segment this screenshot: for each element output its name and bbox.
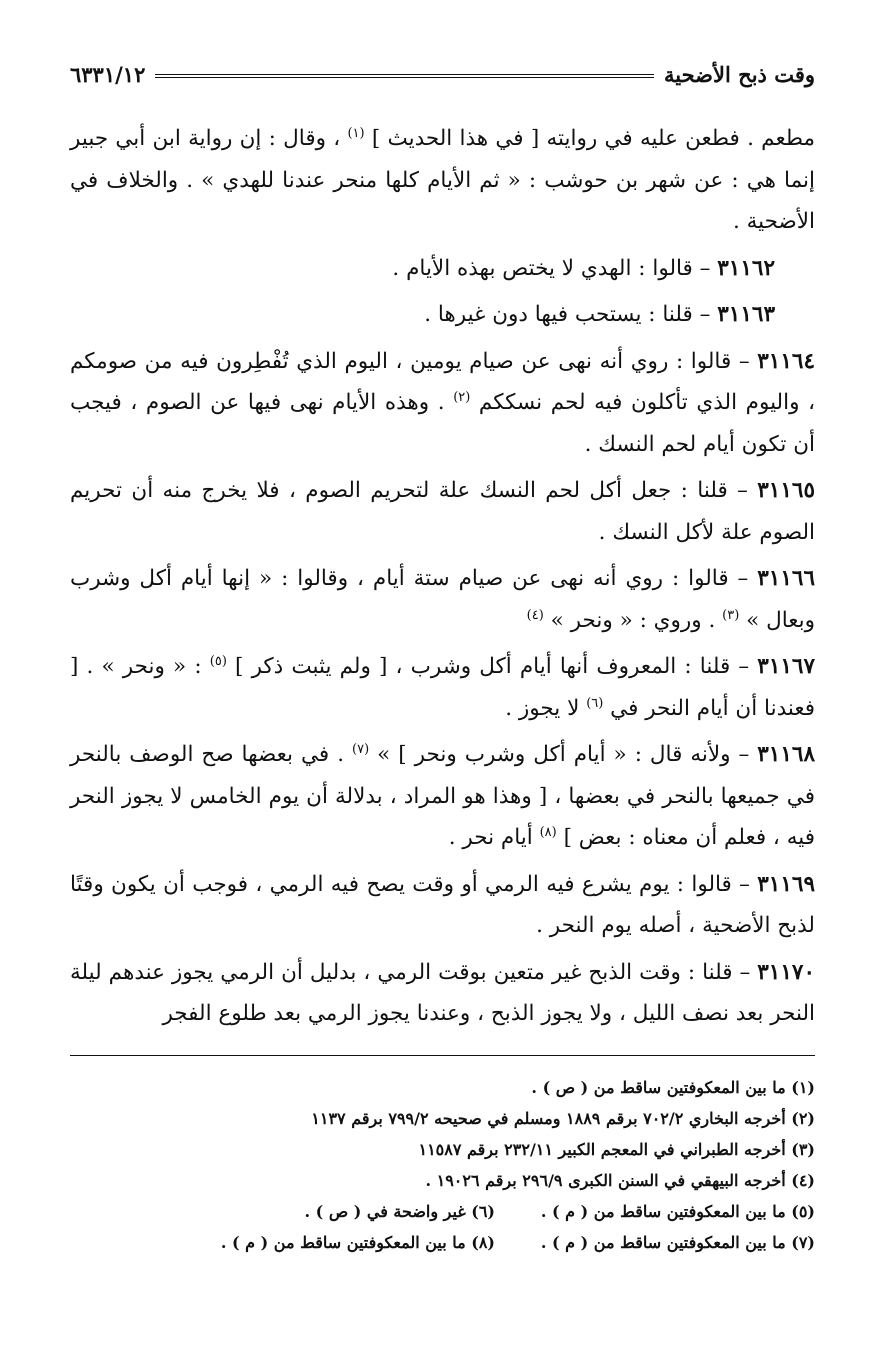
page-header (70, 56, 815, 92)
paragraph-text: مطعم . فطعن عليه في روايته [ في هذا الحديث ] (364, 126, 816, 151)
issue-number: ٣١١٧٠ (757, 959, 815, 985)
paragraph-text: ، وقال : إن رواية ابن أبي جبير إنما هي : عن شهر بن حوشب : « ثم الأيام كلها منحر عندنا للهدي » . والخلاف في الأضحية . (70, 126, 815, 234)
paragraph-text: – قالوا : الهدي لا يختص بهذه الأيام . (392, 255, 718, 281)
paragraph-text: – قالوا : روي أنه نهى عن صيام يومين ، اليوم الذي تُفْطِرون فيه من صومكم ، واليوم الذي تأكلون فيه لحم نسككم (70, 348, 816, 415)
footnote-ref: (٨) (539, 824, 557, 840)
footnote-separator (70, 1055, 815, 1056)
footnote: (٥) ما بين المعكوفتين ساقط من ( م ) . (540, 1201, 815, 1221)
footnote-ref: (٧) (352, 741, 370, 757)
main-text (70, 118, 815, 1035)
footnote: (٢) أخرجه البخاري ٧٠٢/٢ برقم ١٨٨٩ ومسلم في صحيحه ٧٩٩/٢ برقم ١١٣٧ (311, 1108, 815, 1128)
paragraph-text: . في بعضها صح الوصف بالنحر في جميعها بالنحر في بعضها ، [ وهذا هو المراد ، بدلالة أن يوم الخامس لا يجوز النحر فيه ، فعلم أن معناه : بعض ] (70, 742, 815, 850)
page-number: ٦٣٣١/١٢ (70, 61, 146, 87)
footnote-ref: (٥) (209, 653, 227, 669)
footnote-ref: (٤) (526, 607, 544, 623)
paragraph (70, 248, 815, 290)
paragraph (70, 470, 815, 553)
header-rule (155, 74, 654, 78)
issue-number: ٣١١٦٢ (717, 255, 775, 281)
book-page (70, 56, 815, 1317)
paragraph (70, 734, 815, 859)
footnote: (١) ما بين المعكوفتين ساقط من ( ص ) . (531, 1077, 815, 1097)
issue-number: ٣١١٦٣ (717, 302, 775, 327)
footnote: (٤) أخرجه البيهقي في السنن الكبرى ٢٩٦/٩ برقم ١٩٠٢٦ . (425, 1170, 815, 1190)
paragraph-text: – قالوا : يوم يشرع فيه الرمي أو وقت يصح فيه الرمي ، فوجب أن يكون وقتًا لذبح الأضحية ، أصله يوم النحر . (70, 871, 815, 938)
footnote-ref: (١) (347, 125, 365, 141)
paragraph (70, 864, 815, 947)
paragraph-text: – قالوا : روي أنه نهى عن صيام ستة أيام ، وقالوا : « إنها أيام أكل وشرب وبعال » (70, 566, 815, 633)
issue-number: ٣١١٦٩ (757, 871, 815, 897)
issue-number: ٣١١٦٤ (757, 348, 815, 374)
paragraph-text: – ولأنه قال : « أيام أكل وشرب ونحر ] » (369, 742, 758, 767)
paragraph-text: أيام نحر . (448, 825, 540, 850)
footnote: (٦) غير واضحة في ( ص ) . (304, 1201, 495, 1221)
footnote: (٨) ما بين المعكوفتين ساقط من ( م ) . (220, 1232, 495, 1252)
paragraph (70, 341, 815, 466)
paragraph (70, 646, 815, 729)
paragraph-text: – قلنا : يستحب فيها دون غيرها . (424, 302, 718, 327)
issue-number: ٣١١٦٦ (757, 566, 815, 591)
footnote-ref: (٢) (453, 389, 471, 405)
issue-number: ٣١١٦٥ (757, 478, 815, 503)
paragraph-text: . وهذه الأيام نهى فيها عن الصوم ، فيجب أن تكون أيام لحم النسك . (70, 390, 815, 457)
footnote: (٧) ما بين المعكوفتين ساقط من ( م ) . (540, 1232, 815, 1252)
paragraph-text: – قلنا : المعروف أنها أيام أكل وشرب ، [ ولم يثبت ذكر ] (226, 654, 758, 679)
footnotes (70, 1072, 815, 1258)
issue-number: ٣١١٦٧ (757, 654, 816, 679)
paragraph (70, 952, 815, 1035)
paragraph-text: – قلنا : جعل أكل لحم النسك علة لتحريم الصوم ، فلا يخرج منه أن تحريم الصوم علة لأكل النسك . (70, 478, 815, 545)
paragraph-text: : « ونحر » . [ فعندنا أن أيام النحر في (70, 654, 815, 721)
paragraph (70, 118, 815, 243)
footnote-ref: (٦) (586, 695, 604, 711)
chapter-title: وقت ذبح الأضحية (664, 61, 815, 87)
paragraph (70, 558, 815, 641)
paragraph-text: – قلنا : وقت الذبح غير متعين بوقت الرمي ، بدليل أن الرمي يجوز عندهم ليلة النحر بعد نصف الليل ، ولا يجوز الذبح ، وعندنا يجوز الرمي بعد طلوع الفجر (70, 959, 815, 1026)
footnote-ref: (٣) (722, 607, 740, 623)
paragraph-text: . وروي : « ونحر » (543, 607, 723, 633)
paragraph-text: لا يجوز . (505, 695, 587, 721)
issue-number: ٣١١٦٨ (757, 742, 815, 767)
footnote-row (70, 1196, 815, 1227)
paragraph (70, 294, 815, 336)
footnote: (٣) أخرجه الطبراني في المعجم الكبير ٢٣٢/١١ برقم ١١٥٨٧ (418, 1139, 815, 1159)
footnote-row (70, 1227, 815, 1258)
